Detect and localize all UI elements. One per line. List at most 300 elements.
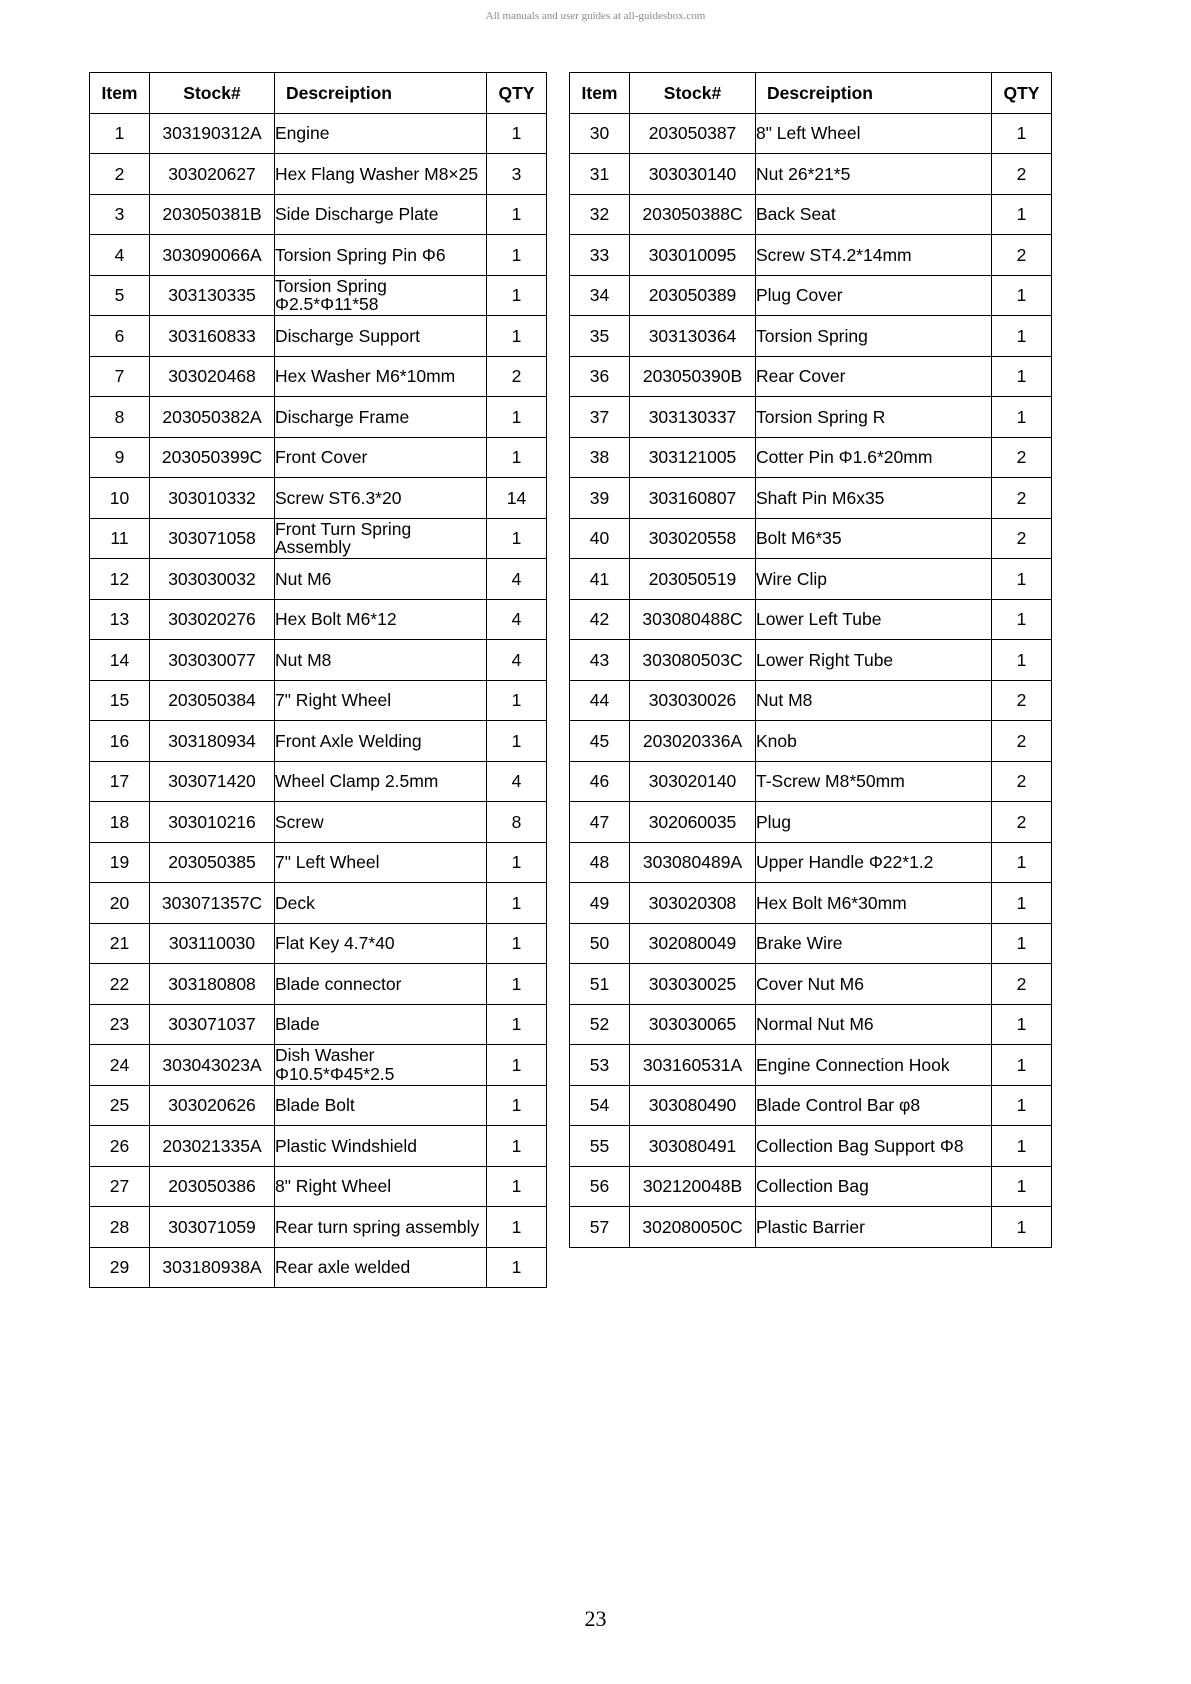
cell-item: 27 (90, 1166, 150, 1207)
cell-description: Screw (275, 802, 487, 843)
cell-qty: 1 (992, 883, 1052, 924)
cell-stock-number: 303080503C (630, 640, 756, 681)
cell-stock-number: 203050519 (630, 559, 756, 600)
watermark-text: All manuals and user guides at all-guidesbox.com (485, 10, 706, 22)
cell-item: 2 (90, 154, 150, 195)
cell-qty: 1 (487, 437, 547, 478)
cell-qty: 1 (992, 1045, 1052, 1086)
cell-item: 23 (90, 1004, 150, 1045)
cell-item: 45 (570, 721, 630, 762)
cell-item: 46 (570, 761, 630, 802)
cell-stock-number: 303010332 (150, 478, 275, 519)
cell-stock-number: 303010216 (150, 802, 275, 843)
cell-description: Nut 26*21*5 (756, 154, 992, 195)
cell-description: Hex Bolt M6*30mm (756, 883, 992, 924)
cell-qty: 1 (992, 356, 1052, 397)
cell-stock-number: 303020558 (630, 518, 756, 559)
cell-item: 5 (90, 275, 150, 316)
cell-item: 14 (90, 640, 150, 681)
cell-stock-number: 303071059 (150, 1207, 275, 1248)
cell-qty: 14 (487, 478, 547, 519)
table-row (90, 883, 547, 924)
cell-qty: 1 (487, 721, 547, 762)
cell-description: Plastic Windshield (275, 1126, 487, 1167)
cell-description: Screw ST4.2*14mm (756, 235, 992, 276)
cell-description: Normal Nut M6 (756, 1004, 992, 1045)
cell-qty: 2 (992, 964, 1052, 1005)
cell-stock-number: 303020308 (630, 883, 756, 924)
cell-item: 49 (570, 883, 630, 924)
cell-item: 25 (90, 1085, 150, 1126)
cell-stock-number: 302120048B (630, 1166, 756, 1207)
cell-item: 33 (570, 235, 630, 276)
cell-qty: 1 (487, 316, 547, 357)
cell-stock-number: 302060035 (630, 802, 756, 843)
table-row (90, 275, 547, 316)
cell-description: Engine Connection Hook (756, 1045, 992, 1086)
cell-qty: 8 (487, 802, 547, 843)
table-row (570, 1045, 1052, 1086)
cell-description: 7" Right Wheel (275, 680, 487, 721)
cell-item: 50 (570, 923, 630, 964)
table-row (90, 113, 547, 154)
cell-item: 17 (90, 761, 150, 802)
cell-description: Back Seat (756, 194, 992, 235)
cell-qty: 1 (487, 842, 547, 883)
table-row (570, 275, 1052, 316)
table-row (90, 316, 547, 357)
cell-stock-number: 303010095 (630, 235, 756, 276)
table-header-row (570, 73, 1052, 114)
cell-qty: 4 (487, 559, 547, 600)
cell-qty: 2 (487, 356, 547, 397)
table-row (570, 113, 1052, 154)
cell-qty: 1 (487, 397, 547, 438)
cell-qty: 1 (487, 235, 547, 276)
cell-description: Hex Washer M6*10mm (275, 356, 487, 397)
cell-stock-number: 303080490 (630, 1085, 756, 1126)
cell-qty: 1 (487, 680, 547, 721)
cell-stock-number: 203050399C (150, 437, 275, 478)
cell-description: Hex Bolt M6*12 (275, 599, 487, 640)
cell-qty: 2 (992, 437, 1052, 478)
table-row (90, 1166, 547, 1207)
cell-description: Blade Control Bar φ8 (756, 1085, 992, 1126)
cell-description: Side Discharge Plate (275, 194, 487, 235)
cell-stock-number: 203050385 (150, 842, 275, 883)
parts-table-left (89, 72, 547, 1288)
cell-qty: 1 (992, 1085, 1052, 1126)
cell-item: 18 (90, 802, 150, 843)
cell-item: 26 (90, 1126, 150, 1167)
cell-item: 20 (90, 883, 150, 924)
cell-item: 10 (90, 478, 150, 519)
cell-item: 53 (570, 1045, 630, 1086)
cell-qty: 4 (487, 599, 547, 640)
cell-item: 11 (90, 518, 150, 559)
cell-stock-number: 303180934 (150, 721, 275, 762)
cell-description: Plug Cover (756, 275, 992, 316)
cell-stock-number: 303080489A (630, 842, 756, 883)
cell-stock-number: 303030077 (150, 640, 275, 681)
cell-item: 57 (570, 1207, 630, 1248)
table-row (570, 964, 1052, 1005)
cell-stock-number: 203050389 (630, 275, 756, 316)
cell-qty: 1 (487, 1166, 547, 1207)
cell-stock-number: 303030026 (630, 680, 756, 721)
cell-qty: 2 (992, 154, 1052, 195)
cell-qty: 1 (992, 194, 1052, 235)
cell-qty: 1 (487, 964, 547, 1005)
table-row (90, 437, 547, 478)
column-header-item: Item (90, 73, 150, 114)
table-row (90, 964, 547, 1005)
table-row (570, 316, 1052, 357)
cell-item: 48 (570, 842, 630, 883)
cell-qty: 1 (487, 1004, 547, 1045)
table-row (90, 842, 547, 883)
cell-stock-number: 303130337 (630, 397, 756, 438)
cell-qty: 2 (992, 518, 1052, 559)
cell-qty: 1 (487, 1247, 547, 1288)
cell-qty: 2 (992, 478, 1052, 519)
cell-stock-number: 303160531A (630, 1045, 756, 1086)
cell-item: 52 (570, 1004, 630, 1045)
cell-item: 3 (90, 194, 150, 235)
cell-stock-number: 303090066A (150, 235, 275, 276)
table-row (90, 154, 547, 195)
cell-stock-number: 303110030 (150, 923, 275, 964)
cell-qty: 2 (992, 721, 1052, 762)
cell-stock-number: 203050381B (150, 194, 275, 235)
cell-description: Brake Wire (756, 923, 992, 964)
cell-item: 16 (90, 721, 150, 762)
cell-stock-number: 203050386 (150, 1166, 275, 1207)
cell-qty: 2 (992, 761, 1052, 802)
cell-qty: 4 (487, 640, 547, 681)
cell-qty: 1 (992, 1207, 1052, 1248)
table-row (570, 1207, 1052, 1248)
cell-stock-number: 303071037 (150, 1004, 275, 1045)
cell-stock-number: 203050384 (150, 680, 275, 721)
table-row (570, 640, 1052, 681)
cell-qty: 1 (487, 1045, 547, 1086)
cell-stock-number: 303030025 (630, 964, 756, 1005)
cell-item: 42 (570, 599, 630, 640)
cell-description: Dish Washer Φ10.5*Φ45*2.5 (275, 1045, 487, 1086)
table-row (90, 235, 547, 276)
cell-description: Upper Handle Φ22*1.2 (756, 842, 992, 883)
cell-qty: 1 (992, 113, 1052, 154)
column-header-stock: Stock# (630, 73, 756, 114)
column-header-qty: QTY (487, 73, 547, 114)
cell-stock-number: 303030065 (630, 1004, 756, 1045)
cell-description: Rear turn spring assembly (275, 1207, 487, 1248)
cell-item: 36 (570, 356, 630, 397)
cell-description: T-Screw M8*50mm (756, 761, 992, 802)
table-row (90, 478, 547, 519)
cell-qty: 1 (487, 1207, 547, 1248)
cell-stock-number: 303071357C (150, 883, 275, 924)
cell-stock-number: 303190312A (150, 113, 275, 154)
cell-stock-number: 203050390B (630, 356, 756, 397)
cell-stock-number: 303020276 (150, 599, 275, 640)
table-row (570, 680, 1052, 721)
cell-qty: 2 (992, 235, 1052, 276)
page-number: 23 (584, 1606, 607, 1631)
cell-description: Lower Right Tube (756, 640, 992, 681)
cell-item: 8 (90, 397, 150, 438)
cell-qty: 1 (487, 1126, 547, 1167)
cell-qty: 1 (992, 275, 1052, 316)
cell-description: Front Cover (275, 437, 487, 478)
table-row (570, 802, 1052, 843)
parts-table-body (90, 113, 547, 1288)
cell-item: 44 (570, 680, 630, 721)
cell-stock-number: 203050387 (630, 113, 756, 154)
cell-description: Hex Flang Washer M8×25 (275, 154, 487, 195)
cell-qty: 1 (992, 397, 1052, 438)
table-row (570, 478, 1052, 519)
table-row (90, 518, 547, 559)
cell-description: 8" Right Wheel (275, 1166, 487, 1207)
table-row (90, 1004, 547, 1045)
cell-stock-number: 303030032 (150, 559, 275, 600)
cell-description: Nut M8 (275, 640, 487, 681)
table-row (90, 640, 547, 681)
cell-qty: 1 (992, 1166, 1052, 1207)
cell-item: 9 (90, 437, 150, 478)
table-row (570, 437, 1052, 478)
cell-description: Lower Left Tube (756, 599, 992, 640)
cell-description: Torsion Spring Φ2.5*Φ11*58 (275, 275, 487, 316)
cell-description: Front Turn Spring Assembly (275, 518, 487, 559)
cell-description: Collection Bag (756, 1166, 992, 1207)
table-row (570, 1004, 1052, 1045)
cell-stock-number: 303071420 (150, 761, 275, 802)
table-row (570, 1126, 1052, 1167)
cell-item: 54 (570, 1085, 630, 1126)
cell-stock-number: 203020336A (630, 721, 756, 762)
cell-stock-number: 303130335 (150, 275, 275, 316)
table-row (90, 761, 547, 802)
cell-description: Front Axle Welding (275, 721, 487, 762)
cell-description: Wire Clip (756, 559, 992, 600)
cell-item: 19 (90, 842, 150, 883)
column-header-description: Descreiption (756, 73, 992, 114)
parts-table-right (569, 72, 1052, 1248)
column-header-description: Descreiption (275, 73, 487, 114)
cell-stock-number: 303020140 (630, 761, 756, 802)
table-row (570, 721, 1052, 762)
column-header-item: Item (570, 73, 630, 114)
cell-description: Wheel Clamp 2.5mm (275, 761, 487, 802)
cell-description: Nut M6 (275, 559, 487, 600)
cell-stock-number: 303180938A (150, 1247, 275, 1288)
cell-stock-number: 303020626 (150, 1085, 275, 1126)
table-row (90, 559, 547, 600)
table-row (570, 761, 1052, 802)
parts-table-body (570, 113, 1052, 1247)
cell-description: Deck (275, 883, 487, 924)
cell-stock-number: 303030140 (630, 154, 756, 195)
cell-item: 56 (570, 1166, 630, 1207)
cell-item: 12 (90, 559, 150, 600)
cell-qty: 1 (487, 923, 547, 964)
cell-item: 22 (90, 964, 150, 1005)
table-row (570, 842, 1052, 883)
cell-description: Bolt M6*35 (756, 518, 992, 559)
cell-item: 40 (570, 518, 630, 559)
cell-description: Blade connector (275, 964, 487, 1005)
cell-qty: 1 (992, 316, 1052, 357)
cell-description: Rear Cover (756, 356, 992, 397)
table-row (570, 154, 1052, 195)
cell-description: Screw ST6.3*20 (275, 478, 487, 519)
cell-stock-number: 303180808 (150, 964, 275, 1005)
table-row (570, 1085, 1052, 1126)
cell-qty: 2 (992, 680, 1052, 721)
cell-stock-number: 303043023A (150, 1045, 275, 1086)
cell-description: Blade Bolt (275, 1085, 487, 1126)
table-row (570, 194, 1052, 235)
cell-qty: 1 (992, 559, 1052, 600)
cell-item: 1 (90, 113, 150, 154)
cell-description: Plug (756, 802, 992, 843)
table-row (90, 599, 547, 640)
table-row (90, 1085, 547, 1126)
cell-description: Blade (275, 1004, 487, 1045)
cell-qty: 1 (992, 1004, 1052, 1045)
cell-stock-number: 203021335A (150, 1126, 275, 1167)
table-row (570, 923, 1052, 964)
cell-description: Torsion Spring Pin Φ6 (275, 235, 487, 276)
cell-item: 6 (90, 316, 150, 357)
table-row (570, 599, 1052, 640)
table-row (570, 1166, 1052, 1207)
cell-item: 24 (90, 1045, 150, 1086)
cell-qty: 1 (992, 599, 1052, 640)
table-row (90, 721, 547, 762)
cell-stock-number: 303130364 (630, 316, 756, 357)
cell-stock-number: 302080049 (630, 923, 756, 964)
cell-qty: 1 (487, 1085, 547, 1126)
table-row (90, 1247, 547, 1288)
column-header-stock: Stock# (150, 73, 275, 114)
cell-description: Discharge Support (275, 316, 487, 357)
table-header-row (90, 73, 547, 114)
cell-item: 43 (570, 640, 630, 681)
cell-qty: 1 (992, 640, 1052, 681)
cell-description: Knob (756, 721, 992, 762)
table-row (90, 356, 547, 397)
cell-stock-number: 303121005 (630, 437, 756, 478)
table-row (570, 356, 1052, 397)
cell-item: 32 (570, 194, 630, 235)
column-header-qty: QTY (992, 73, 1052, 114)
cell-stock-number: 303080491 (630, 1126, 756, 1167)
cell-item: 31 (570, 154, 630, 195)
cell-description: 8" Left Wheel (756, 113, 992, 154)
cell-qty: 1 (487, 275, 547, 316)
cell-stock-number: 303160833 (150, 316, 275, 357)
cell-item: 39 (570, 478, 630, 519)
cell-stock-number: 203050388C (630, 194, 756, 235)
cell-item: 41 (570, 559, 630, 600)
table-row (90, 1126, 547, 1167)
cell-qty: 1 (487, 518, 547, 559)
table-row (570, 518, 1052, 559)
cell-stock-number: 303020468 (150, 356, 275, 397)
table-row (90, 397, 547, 438)
cell-item: 7 (90, 356, 150, 397)
table-row (570, 883, 1052, 924)
cell-description: Torsion Spring R (756, 397, 992, 438)
cell-item: 4 (90, 235, 150, 276)
cell-description: Nut M8 (756, 680, 992, 721)
cell-item: 21 (90, 923, 150, 964)
cell-item: 13 (90, 599, 150, 640)
cell-item: 37 (570, 397, 630, 438)
cell-item: 47 (570, 802, 630, 843)
cell-stock-number: 303020627 (150, 154, 275, 195)
cell-description: Flat Key 4.7*40 (275, 923, 487, 964)
table-row (90, 680, 547, 721)
cell-stock-number: 303080488C (630, 599, 756, 640)
cell-stock-number: 302080050C (630, 1207, 756, 1248)
cell-qty: 1 (992, 1126, 1052, 1167)
cell-item: 38 (570, 437, 630, 478)
cell-stock-number: 203050382A (150, 397, 275, 438)
table-row (90, 194, 547, 235)
cell-item: 55 (570, 1126, 630, 1167)
table-row (90, 1045, 547, 1086)
table-row (570, 559, 1052, 600)
cell-item: 34 (570, 275, 630, 316)
table-row (90, 923, 547, 964)
cell-description: Plastic Barrier (756, 1207, 992, 1248)
cell-qty: 1 (992, 842, 1052, 883)
cell-qty: 1 (487, 113, 547, 154)
cell-item: 15 (90, 680, 150, 721)
cell-description: Rear axle welded (275, 1247, 487, 1288)
cell-qty: 2 (992, 802, 1052, 843)
cell-item: 28 (90, 1207, 150, 1248)
cell-qty: 1 (992, 923, 1052, 964)
cell-qty: 4 (487, 761, 547, 802)
cell-item: 51 (570, 964, 630, 1005)
table-row (90, 802, 547, 843)
cell-qty: 1 (487, 883, 547, 924)
table-row (570, 397, 1052, 438)
table-row (90, 1207, 547, 1248)
cell-description: Discharge Frame (275, 397, 487, 438)
cell-description: Cotter Pin Φ1.6*20mm (756, 437, 992, 478)
table-row (570, 235, 1052, 276)
cell-item: 35 (570, 316, 630, 357)
cell-description: Torsion Spring (756, 316, 992, 357)
cell-description: Collection Bag Support Φ8 (756, 1126, 992, 1167)
cell-description: Engine (275, 113, 487, 154)
cell-item: 29 (90, 1247, 150, 1288)
cell-stock-number: 303160807 (630, 478, 756, 519)
cell-qty: 1 (487, 194, 547, 235)
cell-description: Shaft Pin M6x35 (756, 478, 992, 519)
cell-item: 30 (570, 113, 630, 154)
cell-description: Cover Nut M6 (756, 964, 992, 1005)
cell-description: 7" Left Wheel (275, 842, 487, 883)
cell-stock-number: 303071058 (150, 518, 275, 559)
